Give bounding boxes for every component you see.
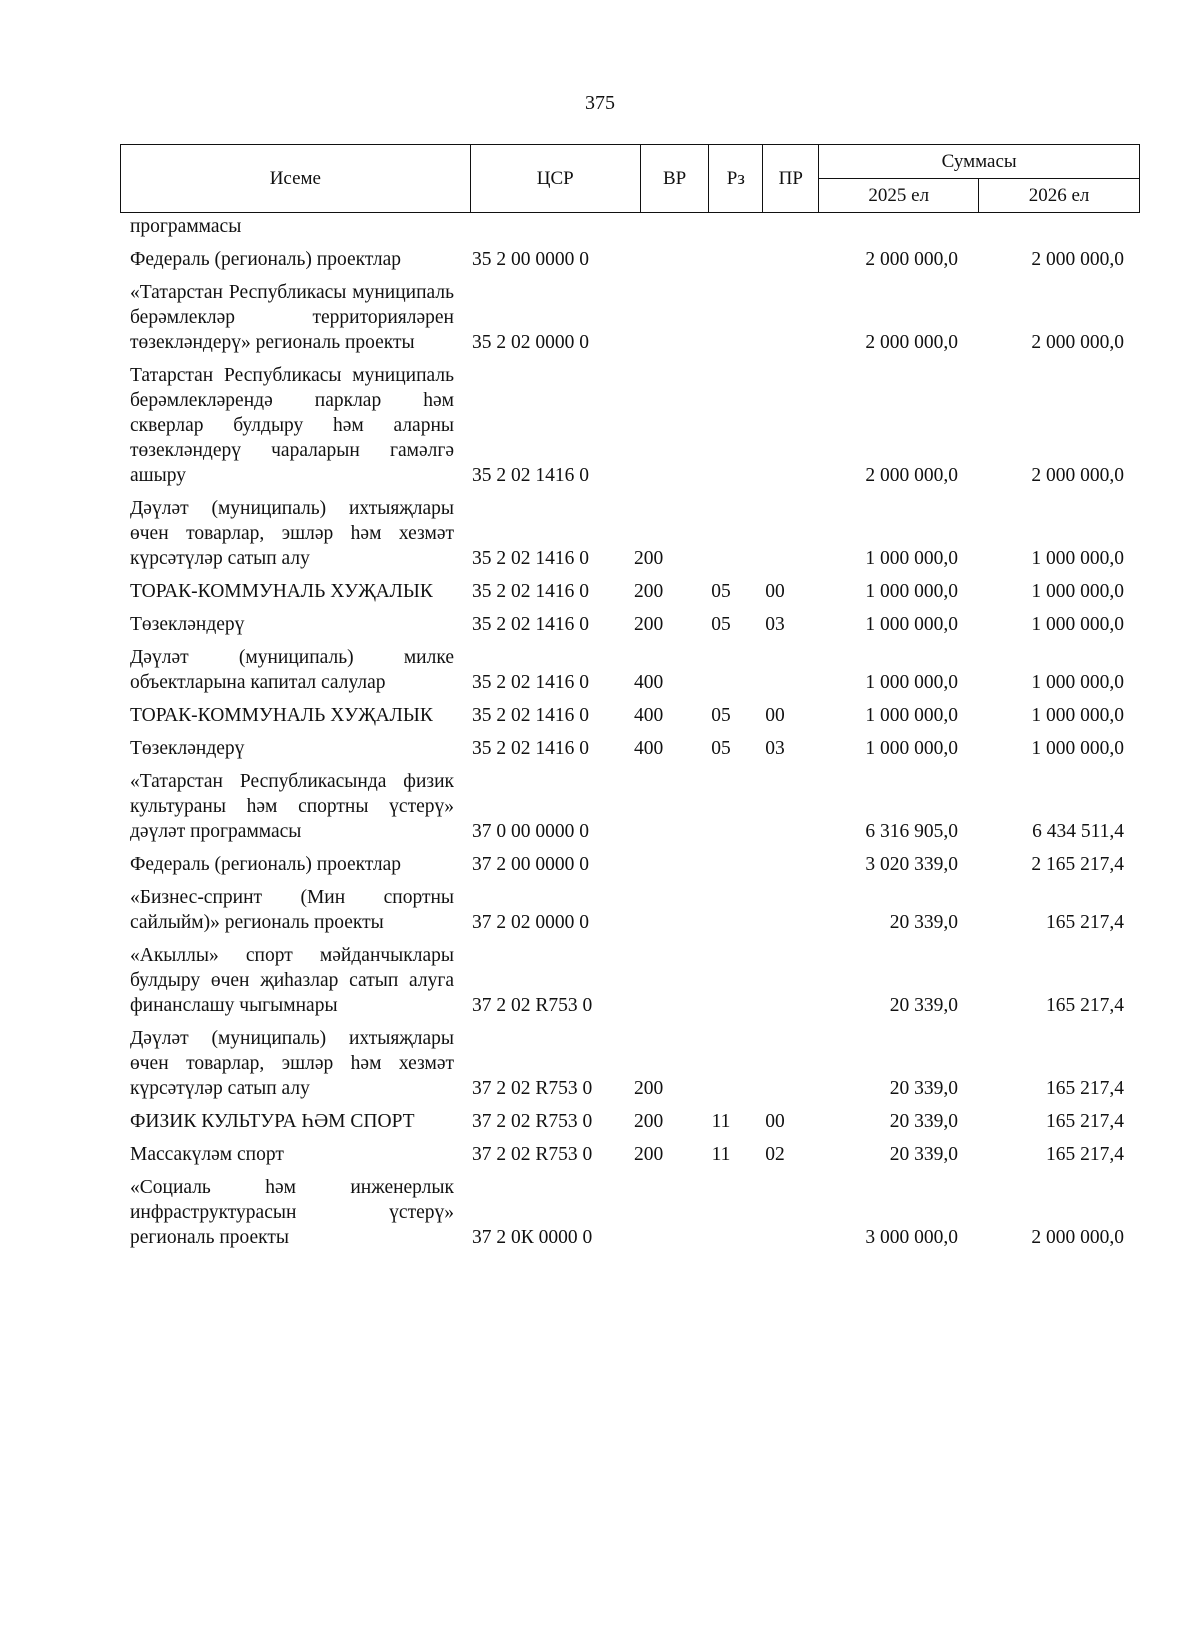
page-number: 375 — [585, 92, 615, 114]
item-sum-2026: 1 000 000,0 — [1031, 672, 1124, 693]
table-row — [130, 579, 1140, 604]
item-rz-code: 05 — [711, 614, 731, 635]
item-rz-code: 05 — [711, 581, 731, 602]
item-csr-code: 37 2 00 0000 0 — [472, 854, 589, 875]
item-pr-code: 02 — [765, 1144, 785, 1165]
table-row — [130, 1026, 1140, 1101]
item-sum-2026: 2 000 000,0 — [1031, 465, 1124, 486]
table-row — [130, 943, 1140, 1018]
item-sum-2025: 2 000 000,0 — [865, 465, 958, 486]
item-csr-code: 35 2 02 1416 0 — [472, 614, 589, 635]
budget-rows — [130, 214, 1140, 1258]
item-csr-code: 37 0 00 0000 0 — [472, 821, 589, 842]
item-sum-2026: 165 217,4 — [1046, 912, 1124, 933]
item-pr-code: 03 — [765, 614, 785, 635]
item-name: «Бизнес-спринт (Мин спортны сайлыйм)» региональ проекты — [130, 887, 454, 933]
item-pr-code: 00 — [765, 705, 785, 726]
item-sum-2025: 1 000 000,0 — [865, 581, 958, 602]
item-sum-2025: 6 316 905,0 — [865, 821, 958, 842]
item-sum-2026: 6 434 511,4 — [1032, 821, 1124, 842]
header-year-2025: 2025 ел — [819, 179, 979, 213]
item-sum-2025: 2 000 000,0 — [865, 332, 958, 353]
item-csr-code: 35 2 00 0000 0 — [472, 249, 589, 270]
item-sum-2025: 1 000 000,0 — [865, 738, 958, 759]
item-name: «Татарстан Республикасы муниципаль берәмлекләр территорияләрен төзекләндерү» региональ проекты — [130, 282, 454, 353]
item-csr-code: 37 2 02 R753 0 — [472, 1078, 593, 1099]
item-name: программасы — [130, 216, 242, 237]
item-name: Төзекләндерү — [130, 738, 245, 759]
table-row — [130, 645, 1140, 695]
item-pr-code: 03 — [765, 738, 785, 759]
item-csr-code: 35 2 02 1416 0 — [472, 548, 589, 569]
item-vr-code: 400 — [634, 705, 664, 726]
table-row — [130, 214, 1140, 239]
header-rz: Рз — [709, 145, 763, 213]
item-vr-code: 200 — [634, 1144, 664, 1165]
table-row — [130, 363, 1140, 488]
item-sum-2026: 165 217,4 — [1046, 995, 1124, 1016]
table-row — [130, 280, 1140, 355]
item-csr-code: 37 2 02 0000 0 — [472, 912, 589, 933]
item-vr-code: 400 — [634, 738, 664, 759]
table-row — [130, 769, 1140, 844]
item-sum-2025: 1 000 000,0 — [865, 705, 958, 726]
item-vr-code: 200 — [634, 1111, 664, 1132]
item-vr-code: 200 — [634, 614, 664, 635]
item-name: Татарстан Республикасы муниципаль берәмлекләрендә парклар һәм скверлар булдыру һәм аларны төзекләндерү чараларын гамәлгә ашыру — [130, 365, 454, 486]
item-sum-2026: 2 000 000,0 — [1031, 332, 1124, 353]
item-name: Дәүләт (муниципаль) милке объектларына капитал салулар — [130, 647, 454, 693]
item-sum-2025: 20 339,0 — [889, 1111, 958, 1132]
item-csr-code: 35 2 02 0000 0 — [472, 332, 589, 353]
item-sum-2026: 1 000 000,0 — [1031, 614, 1124, 635]
item-sum-2026: 2 000 000,0 — [1031, 1227, 1124, 1248]
table-header — [120, 144, 1140, 213]
item-vr-code: 200 — [634, 548, 664, 569]
item-vr-code: 200 — [634, 1078, 664, 1099]
header-year-2026: 2026 ел — [979, 179, 1140, 213]
item-sum-2026: 165 217,4 — [1046, 1144, 1124, 1165]
item-rz-code: 05 — [711, 705, 731, 726]
header-pr: ПР — [763, 145, 819, 213]
table-row — [130, 496, 1140, 571]
item-csr-code: 35 2 02 1416 0 — [472, 465, 589, 486]
table-row — [130, 612, 1140, 637]
item-name: ФИЗИК КУЛЬТУРА ҺӘМ СПОРТ — [130, 1111, 415, 1132]
item-sum-2026: 2 165 217,4 — [1031, 854, 1124, 875]
item-pr-code: 00 — [765, 1111, 785, 1132]
item-csr-code: 35 2 02 1416 0 — [472, 581, 589, 602]
item-name: Дәүләт (муниципаль) ихтыяҗлары өчен товарлар, эшләр һәм хезмәт күрсәтүләр сатып алу — [130, 498, 454, 569]
table-row — [130, 1142, 1140, 1167]
table-row — [130, 852, 1140, 877]
item-sum-2025: 20 339,0 — [889, 995, 958, 1016]
header-sums: Суммасы — [819, 145, 1140, 179]
item-vr-code: 200 — [634, 581, 664, 602]
item-sum-2025: 3 000 000,0 — [865, 1227, 958, 1248]
item-rz-code: 11 — [711, 1144, 731, 1165]
item-name: «Татарстан Республикасында физик культураны һәм спортны үстерү» дәүләт программасы — [130, 771, 454, 842]
item-sum-2026: 1 000 000,0 — [1031, 705, 1124, 726]
item-csr-code: 35 2 02 1416 0 — [472, 705, 589, 726]
item-name: Федераль (региональ) проектлар — [130, 249, 402, 270]
item-sum-2025: 1 000 000,0 — [865, 614, 958, 635]
header-name: Исеме — [121, 145, 471, 213]
item-csr-code: 37 2 02 R753 0 — [472, 995, 593, 1016]
item-sum-2025: 20 339,0 — [889, 1144, 958, 1165]
item-name: ТОРАК-КОММУНАЛЬ ХУҖАЛЫК — [130, 705, 433, 726]
header-vr: ВР — [640, 145, 708, 213]
item-rz-code: 11 — [711, 1111, 731, 1132]
item-sum-2026: 165 217,4 — [1046, 1078, 1124, 1099]
table-row — [130, 703, 1140, 728]
item-name: Федераль (региональ) проектлар — [130, 854, 402, 875]
item-csr-code: 35 2 02 1416 0 — [472, 672, 589, 693]
item-name: Төзекләндерү — [130, 614, 245, 635]
table-row — [130, 885, 1140, 935]
item-sum-2026: 1 000 000,0 — [1031, 581, 1124, 602]
item-sum-2026: 1 000 000,0 — [1031, 548, 1124, 569]
item-csr-code: 37 2 0К 0000 0 — [472, 1227, 593, 1248]
item-name: «Социаль һәм инженерлык инфраструктурасын үстерү» региональ проекты — [130, 1177, 454, 1248]
item-sum-2026: 2 000 000,0 — [1031, 249, 1124, 270]
item-csr-code: 37 2 02 R753 0 — [472, 1111, 593, 1132]
item-csr-code: 35 2 02 1416 0 — [472, 738, 589, 759]
item-sum-2025: 1 000 000,0 — [865, 672, 958, 693]
item-csr-code: 37 2 02 R753 0 — [472, 1144, 593, 1165]
table-row — [130, 1109, 1140, 1134]
item-sum-2025: 2 000 000,0 — [865, 249, 958, 270]
item-sum-2026: 165 217,4 — [1046, 1111, 1124, 1132]
item-vr-code: 400 — [634, 672, 664, 693]
item-name: ТОРАК-КОММУНАЛЬ ХУҖАЛЫК — [130, 581, 433, 602]
item-name: «Акыллы» спорт мәйданчыклары булдыру өчен җиһазлар сатып алуга финанслашу чыгымнары — [130, 945, 454, 1016]
item-sum-2025: 20 339,0 — [889, 1078, 958, 1099]
item-rz-code: 05 — [711, 738, 731, 759]
item-sum-2025: 1 000 000,0 — [865, 548, 958, 569]
item-sum-2025: 20 339,0 — [889, 912, 958, 933]
header-csr: ЦСР — [470, 145, 640, 213]
item-sum-2025: 3 020 339,0 — [865, 854, 958, 875]
table-row — [130, 247, 1140, 272]
table-row — [130, 1175, 1140, 1250]
item-pr-code: 00 — [765, 581, 785, 602]
item-sum-2026: 1 000 000,0 — [1031, 738, 1124, 759]
item-name: Массакүләм спорт — [130, 1144, 284, 1165]
table-row — [130, 736, 1140, 761]
item-name: Дәүләт (муниципаль) ихтыяҗлары өчен товарлар, эшләр һәм хезмәт күрсәтүләр сатып алу — [130, 1028, 454, 1099]
